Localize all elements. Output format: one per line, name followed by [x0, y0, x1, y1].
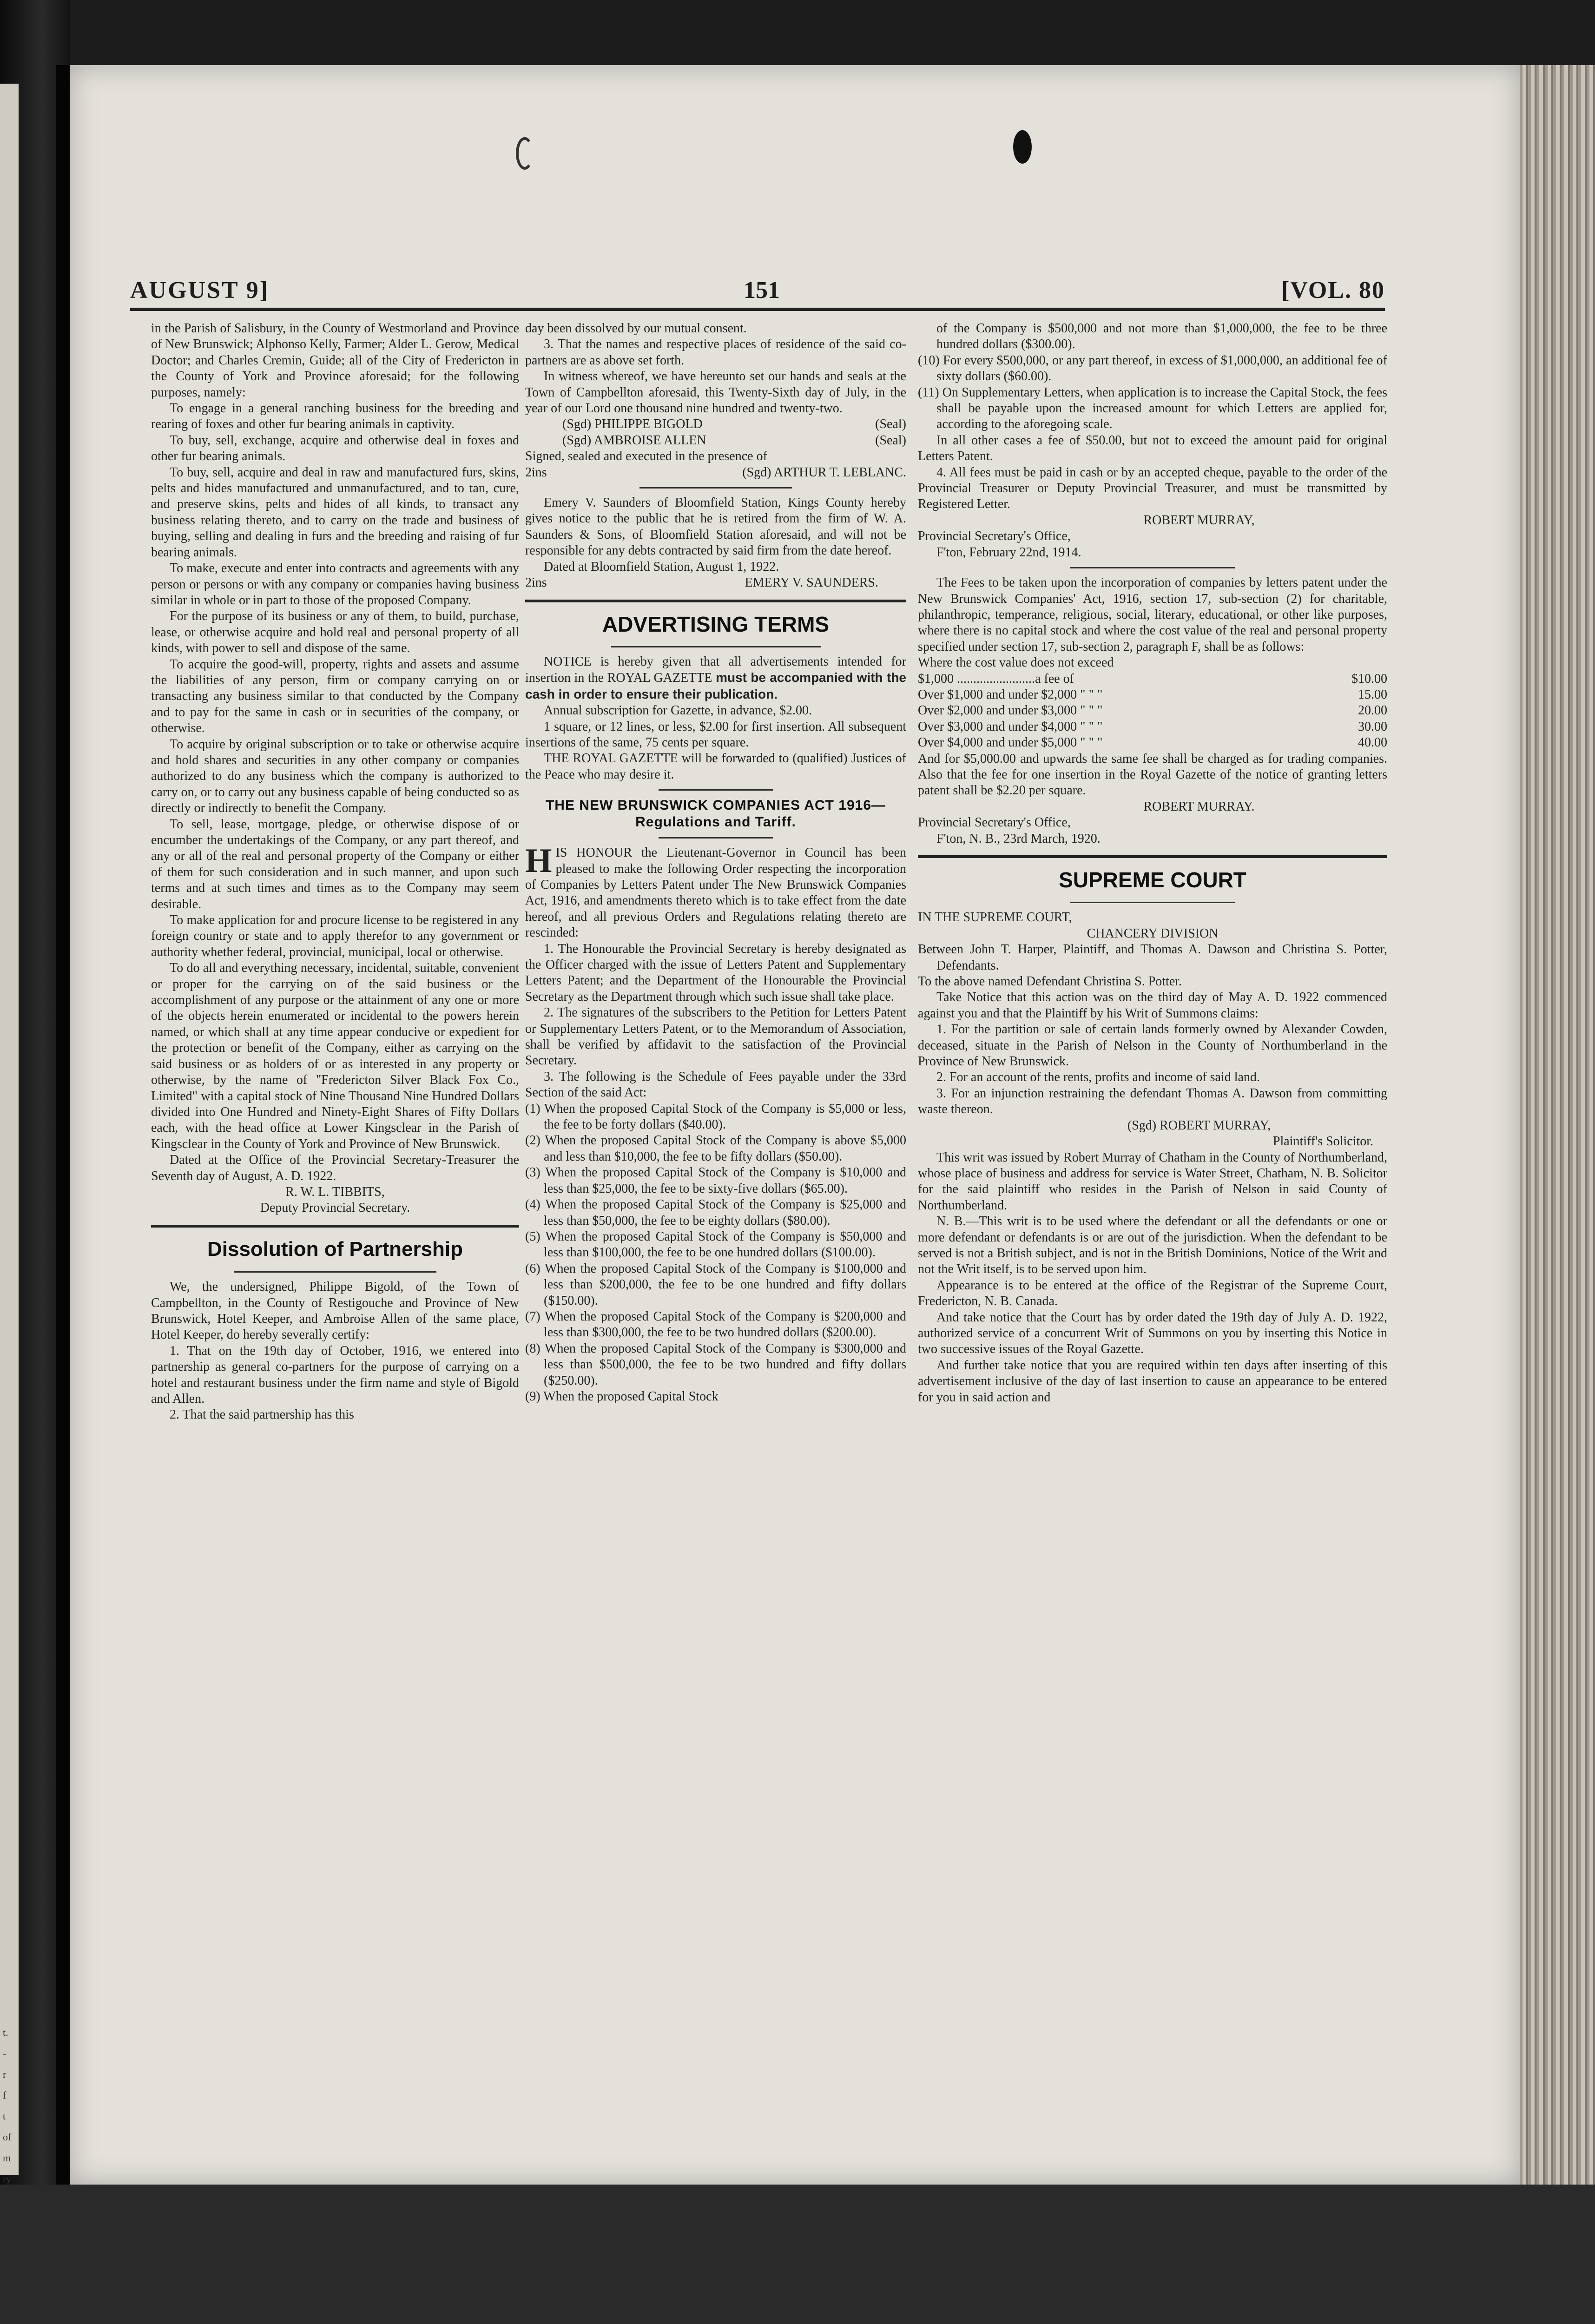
punch-hole: [516, 137, 534, 170]
advertising-heading: ADVERTISING TERMS: [602, 612, 830, 636]
divider: [639, 487, 792, 489]
fee-item: (10) For every $500,000, or any part thereof, in excess of $1,000,000, an additional fee of sixty dollars ($60.00).: [918, 353, 1387, 384]
paragraph: 1. For the partition or sale of certain lands formerly owned by Alexander Cowden, deceased, situate in the Parish of Nelson in the County of Northumberland in the Province of New Brunswick.: [918, 1022, 1387, 1069]
signature-name: ROBERT MURRAY.: [1143, 799, 1255, 814]
header-date: AUGUST 9]: [130, 277, 270, 304]
fee-amount: 15.00: [1358, 687, 1387, 702]
signature-title: Deputy Provincial Secretary.: [260, 1201, 410, 1215]
strip-fragment: t: [3, 2110, 6, 2122]
paragraph: And further take notice that you are required within ten days after inserting of this advertisement inclusive of the day of last insertion to cause an appearance to be entered for you in said action and: [918, 1358, 1387, 1405]
strip-fragment: t.: [3, 2027, 8, 2038]
divider: [1070, 567, 1235, 568]
paragraph: Take Notice that this action was on the third day of May A. D. 1922 commenced against you and that the Plaintiff by his Writ of Summons claims:: [918, 990, 1387, 1021]
column-2: [525, 321, 906, 1405]
paragraph: Appearance is to be entered at the office of the Registrar of the Supreme Court, Fredericton, N. B. Canada.: [918, 1278, 1387, 1309]
fee-amount: 20.00: [1358, 703, 1387, 718]
divider: [659, 837, 773, 838]
divider: [659, 789, 773, 791]
paragraph: day been dissolved by our mutual consent.: [525, 321, 747, 336]
fee-label: $1,000 ........................a fee of: [918, 671, 1074, 686]
paragraph: To do all and everything necessary, incidental, suitable, convenient or proper for the carrying on of the said business or the accomplishment of any purpose or the attainment of any one or more of the objects herein enumerated or incidental to the powers herein named, or which shall at any time appear conducive or expedient for the protection or benefit of the Company, either as carrying on the said business or as holders of or as interested in any property or otherwise, by the name of "Fredericton Silver Black Fox Co., Limited" with a capital stock of Nine Thousand Nine Hundred Dollars divided into One Hundred and Ninety-Eight Shares of Fifty Dollars each, with the head office at Lower Kingsclear in the Parish of Kingsclear in the County of York and Province of New Brunswick.: [151, 961, 519, 1151]
fee-item: (1) When the proposed Capital Stock of the Company is $5,000 or less, the fee to be forty dollars ($40.00).: [525, 1101, 906, 1132]
paragraph: And take notice that the Court has by order dated the 19th day of July A. D. 1922, authorized service of a concurrent Writ of Summons on you by inserting this Notice in two successive issues of the Royal Gazette.: [918, 1310, 1387, 1357]
court-signature: (Sgd) ROBERT MURRAY,: [1127, 1118, 1271, 1133]
paragraph: 1. That on the 19th day of October, 1916, we entered into partnership as general co-partners for the purpose of carrying on a hotel and restaurant business under the firm name and style of Bigold and Allen.: [151, 1343, 519, 1406]
fee-label: Over $4,000 and under $5,000 " " ": [918, 735, 1103, 750]
section-rule: [918, 855, 1387, 858]
signature-row: [525, 416, 906, 432]
office-line: Provincial Secretary's Office,: [918, 529, 1071, 544]
fee-amount: 30.00: [1358, 719, 1387, 734]
supreme-court-heading: SUPREME COURT: [1059, 868, 1246, 892]
adv-notice-bold: must be accompanied with the cash in order to ensure their publication.: [525, 670, 906, 701]
paragraph: THE ROYAL GAZETTE will be forwarded to (qualified) Justices of the Peace who may desire it.: [525, 751, 906, 782]
companies-first: IS HONOUR the Lieutenant-Governor in Council has been pleased to make the following Order respecting the incorporation of Companies by Letters Patent under The New Brunswick Companies Act, 1916, and amendments thereto which is to take effect from the date hereof, and all previous Orders and Regulations relating thereto are rescinded:: [525, 845, 906, 940]
office-line: Provincial Secretary's Office,: [918, 815, 1071, 830]
paragraph: To buy, sell, exchange, acquire and otherwise deal in foxes and other fur bearing animals.: [151, 433, 519, 464]
paragraph: 4. All fees must be paid in cash or by an accepted cheque, payable to the order of the Provincial Treasurer or Deputy Provincial Treasurer, and must be transmitted by Registered Letter.: [918, 465, 1387, 512]
notice-signature-row: [525, 575, 906, 591]
paragraph: Dated at Bloomfield Station, August 1, 1922.: [544, 559, 779, 574]
paragraph: In witness whereof, we have hereunto set our hands and seals at the Town of Campbellton aforesaid, this Twenty-Sixth day of July, in the year of our Lord one thousand nine hundred and twenty-two.: [525, 369, 906, 416]
notice-signature: EMERY V. SAUNDERS.: [745, 575, 878, 590]
paragraph: To make, execute and enter into contracts and agreements with any person or persons or with any company or companies having business similar in whole or in part to those of the proposed Company.: [151, 561, 519, 607]
paragraph: 2. The signatures of the subscribers to the Petition for Letters Patent or Supplementary Letters Patent, or to the Memorandum of Association, shall be verified by affidavit to the satisfaction of the Provincial Secretary.: [525, 1005, 906, 1068]
paragraph: N. B.—This writ is to be used where the defendant or all the defendants or one or more defendant or defendants is or are out of the jurisdiction. When the defendant to be served is not a British subject, and is not in the British Dominions, Notice of the Writ and not the Writ itself, is to be served upon him.: [918, 1214, 1387, 1277]
paragraph: In all other cases a fee of $50.00, but not to exceed the amount paid for original Letters Patent.: [918, 433, 1387, 464]
fee-item: (6) When the proposed Capital Stock of the Company is $100,000 and less than $200,000, the fee to be one hundred and fifty dollars ($150.00).: [525, 1261, 906, 1308]
drop-cap: H: [525, 842, 552, 880]
fee-item: (2) When the proposed Capital Stock of the Company is above $5,000 and less than $10,000, the fee to be fifty dollars ($50.00).: [525, 1133, 906, 1164]
paragraph: 3. The following is the Schedule of Fees payable under the 33rd Section of the said Act:: [525, 1069, 906, 1100]
signed-line: Signed, sealed and executed in the presence of: [525, 449, 767, 464]
divider: [234, 1271, 436, 1273]
divider: [1070, 902, 1235, 903]
paragraph: And for $5,000.00 and upwards the same fee shall be charged as for trading companies. Also that the fee for one insertion in the Royal Gazette of the notice of granting letters patent shall be $2.20 per square.: [918, 751, 1387, 798]
court-signature-title: Plaintiff's Solicitor.: [1272, 1134, 1373, 1149]
paragraph: Emery V. Saunders of Bloomfield Station, Kings County hereby gives notice to the public that he is retired from the firm of W. A. Saunders & Sons, of Bloomfield Station aforesaid, and will not be responsible for any debts contracted by said firm from the date hereof.: [525, 495, 906, 558]
paragraph: The Fees to be taken upon the incorporation of companies by letters patent under the New Brunswick Companies' Act, 1916, section 17, sub-section (2) for charitable, philanthropic, temperance, religious, social, literary, educational, or other like purposes, where there is no capital stock and where the cost value of the real and personal property specified under section 17, sub-section 2, paragraph F, shall be as follows:: [918, 575, 1387, 654]
paragraph: 3. For an injunction restraining the defendant Thomas A. Dawson from committing waste thereon.: [918, 1086, 1387, 1117]
paragraph: To make application for and procure license to be registered in any foreign country or state and to apply therefor to any government or authority whether federal, provincial, municipal, local or otherwise.: [151, 913, 519, 959]
witness-signature: (Sgd) ARTHUR T. LEBLANC.: [742, 465, 906, 480]
fee-item: of the Company is $500,000 and not more than $1,000,000, the fee to be three hundred dollars ($300.00).: [936, 321, 1387, 352]
adv-notice-lead: NOTICE is hereby given that all advertisements intended for insertion in the ROYAL GAZETTE: [525, 654, 906, 686]
signature-name: ROBERT MURRAY,: [1143, 513, 1255, 528]
fee-row: [918, 719, 1387, 735]
fee-row: [918, 687, 1387, 703]
punch-hole: [1013, 130, 1032, 164]
paragraph: We, the undersigned, Philippe Bigold, of the Town of Campbellton, in the County of Restigouche and Province of New Brunswick, Hotel Keeper, and Ambroise Allen of the same place, Hotel Keeper, do hereby severally certify:: [151, 1280, 519, 1342]
fee-label: Over $2,000 and under $3,000 " " ": [918, 703, 1103, 718]
fee-item: (8) When the proposed Capital Stock of the Company is $300,000 and less than $500,000, the fee to be two hundred and fifty dollars ($250.00).: [525, 1341, 906, 1388]
fee-label: Over $3,000 and under $4,000 " " ": [918, 719, 1103, 734]
paragraph: Dated at the Office of the Provincial Secretary-Treasurer the Seventh day of August, A. D. 1922.: [151, 1153, 519, 1183]
fee-row: [918, 735, 1387, 751]
fee-item: (4) When the proposed Capital Stock of the Company is $25,000 and less than $50,000, the fee to be eighty dollars ($80.00).: [525, 1197, 906, 1228]
page-header: [130, 277, 1385, 304]
section-rule: [151, 1225, 519, 1228]
companies-heading: THE NEW BRUNSWICK COMPANIES ACT 1916—Regulations and Tariff.: [545, 798, 886, 830]
fee-table: [918, 671, 1387, 751]
fee-item: (5) When the proposed Capital Stock of the Company is $50,000 and less than $100,000, the fee to be one hundred dollars ($100.00).: [525, 1229, 906, 1260]
paragraph: Annual subscription for Gazette, in advance, $2.00.: [544, 703, 812, 718]
gazette-page: [70, 65, 1520, 2185]
fee-item: (7) When the proposed Capital Stock of the Company is $200,000 and less than $300,000, the fee to be two hundred dollars ($200.00).: [525, 1309, 906, 1340]
fee-item: (11) On Supplementary Letters, when application is to increase the Capital Stock, the fees shall be payable upon the increased amount for which Letters are applied for, according to the aforegoing scale.: [918, 385, 1387, 432]
paragraph: To engage in a general ranching business for the breeding and rearing of foxes and other fur bearing animals in captivity.: [151, 401, 519, 432]
paragraph: To acquire by original subscription or to take or otherwise acquire and hold shares and securities in any other company or companies authorized to do any business which the company is authorized to carry on, or to carry out any business capable of being conducted so as directly or indirectly to benefit the Company.: [151, 737, 519, 816]
dissolution-heading: Dissolution of Partnership: [207, 1237, 463, 1261]
paragraph: 1 square, or 12 lines, or less, $2.00 for first insertion. All subsequent insertions of the same, 75 cents per square.: [525, 719, 906, 750]
insertion-mark: 2ins: [525, 465, 547, 480]
column-3: [918, 321, 1387, 1406]
parties: Between John T. Harper, Plaintiff, and Thomas A. Dawson and Christina S. Potter, Defendants.: [918, 942, 1387, 973]
paragraph: For the purpose of its business or any of them, to build, purchase, lease, or otherwise acquire and hold real and personal property of all kinds, with power to sell and dispose of the same.: [151, 609, 519, 656]
signature: (Sgd) AMBROISE ALLEN: [562, 433, 706, 448]
court-line: CHANCERY DIVISION: [1087, 926, 1219, 941]
witness-row: [525, 465, 906, 481]
strip-fragment: of: [3, 2131, 12, 2143]
paragraph: To sell, lease, mortgage, pledge, or otherwise dispose of or encumber the undertakings of the Company, or any part thereof, and any or all of the real and personal property of the Company or either of them for such consideration and in such manner, and upon such terms and at such times and times as to the Company may seem desirable.: [151, 817, 519, 911]
fee-item: (9) When the proposed Capital Stock: [525, 1389, 718, 1404]
strip-fragment: r: [3, 2068, 7, 2080]
fee-amount: $10.00: [1351, 671, 1387, 686]
fee-table-header: Where the cost value does not exceed: [918, 655, 1114, 670]
paragraph: 3. That the names and respective places of residence of the said co-partners are as above set forth.: [525, 337, 906, 368]
insertion-mark: 2ins: [525, 575, 547, 590]
page-number: 151: [744, 277, 780, 304]
fee-amount: 40.00: [1358, 735, 1387, 750]
date-line: F'ton, February 22nd, 1914.: [936, 545, 1081, 560]
paragraph: 2. That the said partnership has this: [170, 1407, 354, 1422]
seal: (Seal): [875, 433, 906, 448]
date-line: F'ton, N. B., 23rd March, 1920.: [936, 831, 1101, 846]
paragraph: To acquire the good-will, property, rights and assets and assume the liabilities of any person, firm or company carrying on or transacting any business similar to that conducted by the Company and to pay for the same in cash or in securities of the company, or otherwise.: [151, 657, 519, 736]
paragraph: To buy, sell, acquire and deal in raw and manufactured furs, skins, pelts and hides manufactured and unmanufactured, and to tan, cure, and preserve skins, pelts and hides of all kinds, to transact any business relating thereto, and to carry on the trade and business of buying, selling and dealing in furs and the breeding and raising of fur bearing animals.: [151, 465, 519, 560]
paragraph: 2. For an account of the rents, profits and income of said land.: [936, 1070, 1260, 1085]
strip-fragment: m: [3, 2152, 11, 2164]
strip-fragment: -: [3, 2047, 7, 2059]
fee-row: [918, 671, 1387, 687]
section-rule: [525, 600, 906, 602]
page-stack-edge: [1520, 65, 1595, 2185]
header-rule: [130, 308, 1385, 311]
volume-number: [VOL. 80: [1281, 277, 1385, 304]
paragraph: 1. The Honourable the Provincial Secretary is hereby designated as the Officer charged with the issue of Letters Patent and Supplementary Letters Patent; and the Department of the Honourable the Provincial Secretary as the Department through which such issue shall take place.: [525, 941, 906, 1004]
paragraph: [525, 842, 906, 941]
signature-row: [525, 433, 906, 449]
strip-fragment: ry: [3, 2173, 12, 2185]
strip-fragment: f: [3, 2089, 7, 2101]
to-named: To the above named Defendant Christina S. Potter.: [918, 974, 1182, 989]
signature: (Sgd) PHILIPPE BIGOLD: [562, 417, 703, 432]
seal: (Seal): [875, 417, 906, 432]
paragraph: This writ was issued by Robert Murray of Chatham in the County of Northumberland, whose place of business and address for service is Water Street, Chatham, N. B. Solicitor for the said plaintiff who resides in the Parish of Nelson in said County of Northumberland.: [918, 1150, 1387, 1213]
fee-row: [918, 703, 1387, 719]
paragraph: in the Parish of Salisbury, in the County of Westmorland and Province of New Brunswick; Alphonso Kelly, Farmer; Alder L. Gerow, Medical Doctor; and Charles Cremin, Guide; all of the City of Fredericton in the County of York and Province aforesaid; for the following purposes, namely:: [151, 321, 519, 400]
scan-background-bottom: [0, 2185, 1595, 2324]
court-line: IN THE SUPREME COURT,: [918, 910, 1072, 925]
fee-item: (3) When the proposed Capital Stock of the Company is $10,000 and less than $25,000, the fee to be sixty-five dollars ($65.00).: [525, 1165, 906, 1196]
adjacent-page-strip: [0, 84, 19, 2185]
divider: [611, 646, 821, 647]
paragraph: [525, 654, 906, 703]
signature-name: R. W. L. TIBBITS,: [285, 1184, 385, 1199]
column-1: [151, 321, 519, 1423]
fee-label: Over $1,000 and under $2,000 " " ": [918, 687, 1103, 702]
